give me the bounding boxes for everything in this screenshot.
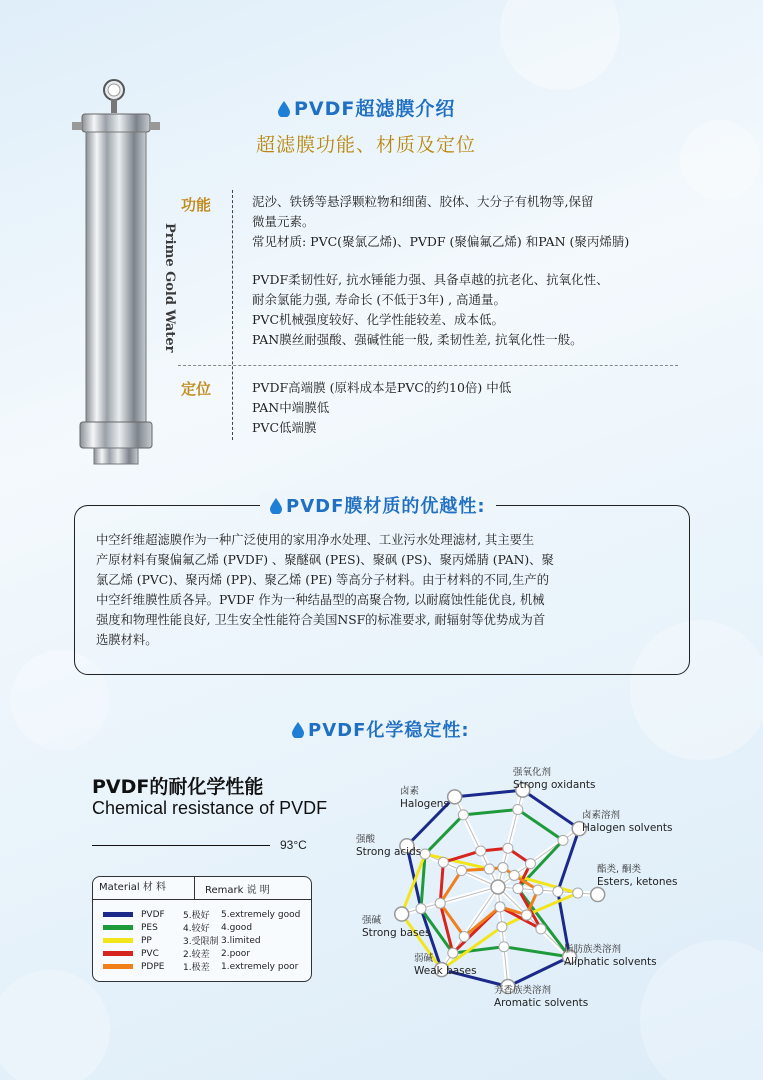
axis-label-strong-oxidants: 强氧化剂 Strong oxidants <box>513 767 596 791</box>
radar-point <box>420 849 430 859</box>
filter-housing-image <box>72 78 177 470</box>
function-label: 功能 <box>181 196 212 214</box>
radar-point <box>457 866 467 876</box>
axis-label-aromatic-solvents: 芳香族类溶剂 Aromatic solvents <box>494 985 589 1009</box>
function-line: PVDF柔韧性好, 抗水锤能力强、具备卓越的抗老化、抗氧化性、 <box>252 272 609 287</box>
radar-point <box>553 887 563 897</box>
advantage-line: 选膜材料。 <box>96 633 158 647</box>
legend-row: PES 4.较好 4.good <box>103 921 311 934</box>
page-subtitle: 超滤膜功能、材质及定位 <box>256 134 477 156</box>
chart-title-cn: PVDF的耐化学性能 <box>92 776 264 798</box>
axis-label-halogens: 卤素 Halogens <box>400 786 449 810</box>
radar-axis-node <box>591 888 605 902</box>
radar-point <box>498 863 508 873</box>
advantage-line: 中空纤维膜性质各异。PVDF 作为一种结晶型的高聚合物, 以耐腐蚀性能优良, 机械 <box>96 593 545 607</box>
advantage-title: PVDF膜材质的优越性: <box>260 492 496 518</box>
radar-point <box>573 888 583 898</box>
legend-row: PVDF 5.极好 5.extremely good <box>103 908 311 921</box>
water-drop-icon <box>292 722 304 738</box>
function-text <box>252 192 722 350</box>
radar-point <box>499 942 509 952</box>
legend-row: PVC 2.较差 2.poor <box>103 947 311 960</box>
radar-point <box>435 898 445 908</box>
radar-point <box>525 859 535 869</box>
radar-point <box>495 902 505 912</box>
position-line: PVC低端膜 <box>252 420 317 435</box>
radar-point <box>513 884 523 894</box>
axis-label-strong-acids: 强酸 Strong acids <box>356 834 422 858</box>
water-drop-icon <box>270 498 282 514</box>
radar-point <box>536 924 546 934</box>
radar-axis-node <box>448 790 462 804</box>
advantage-line: 中空纤维超滤膜作为一种广泛使用的家用净水处理、工业污水处理滤材, 其主要生 <box>96 533 535 547</box>
radar-point <box>513 804 523 814</box>
legend-header-remark: Remark 说 明 <box>205 884 270 896</box>
chemical-resistance-radar-chart <box>330 760 750 1060</box>
advantage-line: 产原材料有聚偏氟乙烯 (PVDF) 、聚醚砜 (PES)、聚砜 (PS)、聚丙烯腈 (PAN)、聚 <box>96 553 554 567</box>
function-line: 耐余氯能力强, 寿命长 (不低于3年) , 高通量。 <box>252 292 507 307</box>
legend-row: PDPE 1.极差 1.extremely poor <box>103 960 311 973</box>
position-label: 定位 <box>181 380 212 398</box>
radar-point <box>497 922 507 932</box>
radar-point <box>509 870 519 880</box>
chart-title-en: Chemical resistance of PVDF <box>92 798 328 818</box>
radar-point <box>522 910 532 920</box>
function-line: 泥沙、铁锈等悬浮颗粒物和细菌、胶体、大分子有机物等,保留 <box>252 194 594 209</box>
legend-header-material: Material 材 料 <box>93 877 195 899</box>
radar-point <box>533 885 543 895</box>
radar-point <box>416 904 426 914</box>
radar-point <box>558 835 568 845</box>
radar-point <box>459 932 469 942</box>
product-brand-text: Prime Gold Water <box>162 223 177 353</box>
axis-label-strong-bases: 强碱 Strong bases <box>362 915 431 939</box>
temperature-value: 93°C <box>280 838 307 852</box>
function-line: PAN膜丝耐强酸、强碱性能一般, 柔韧性差, 抗氧化性一般。 <box>252 332 583 347</box>
radar-point <box>458 810 468 820</box>
position-text <box>252 378 672 438</box>
radar-point <box>438 857 448 867</box>
page-title: PVDF超滤膜介绍 <box>278 94 455 121</box>
position-line: PVDF高端膜 (原料成本是PVC的约10倍) 中低 <box>252 380 512 395</box>
legend-swatch <box>103 964 133 969</box>
legend-swatch <box>103 912 133 917</box>
position-line: PAN中端膜低 <box>252 400 330 415</box>
legend-row: PP 3.受限制 3.limited <box>103 934 311 947</box>
vertical-divider <box>232 190 233 440</box>
advantage-line: 氯乙烯 (PVC)、聚丙烯 (PP)、聚乙烯 (PE) 等高分子材料。由于材料的不同,生产的 <box>96 573 550 587</box>
radar-point <box>476 846 486 856</box>
legend-swatch <box>103 938 133 943</box>
function-line: 常见材质: PVC(聚氯乙烯)、PVDF (聚偏氟乙烯) 和PAN (聚丙烯腈) <box>252 234 630 249</box>
legend-swatch <box>103 925 133 930</box>
legend-swatch <box>103 951 133 956</box>
temperature-line <box>92 845 270 846</box>
legend-box <box>92 876 312 982</box>
radar-point <box>503 843 513 853</box>
radar-center-node <box>491 880 505 894</box>
function-line: 微量元素。 <box>252 214 315 229</box>
function-line: PVC机械强度较好、化学性能较差、成本低。 <box>252 312 505 327</box>
axis-label-esters-ketones: 酯类, 酮类 Esters, ketones <box>597 864 678 888</box>
advantage-text <box>96 530 676 650</box>
advantage-line: 强度和物理性能良好, 卫生安全性能符合美国NSF的标准要求, 耐辐射等优势成为首 <box>96 613 546 627</box>
horizontal-divider <box>178 365 678 366</box>
axis-label-aliphatic-solvents: 脂肪族类溶剂 Aliphatic solvents <box>564 944 657 968</box>
radar-point <box>484 864 494 874</box>
chemical-title: PVDF化学稳定性: <box>292 716 470 742</box>
water-drop-icon <box>278 101 290 117</box>
axis-label-weak-bases: 弱碱 Weak bases <box>414 953 477 977</box>
axis-label-halogen-solvents: 卤素溶剂 Halogen solvents <box>582 810 673 834</box>
